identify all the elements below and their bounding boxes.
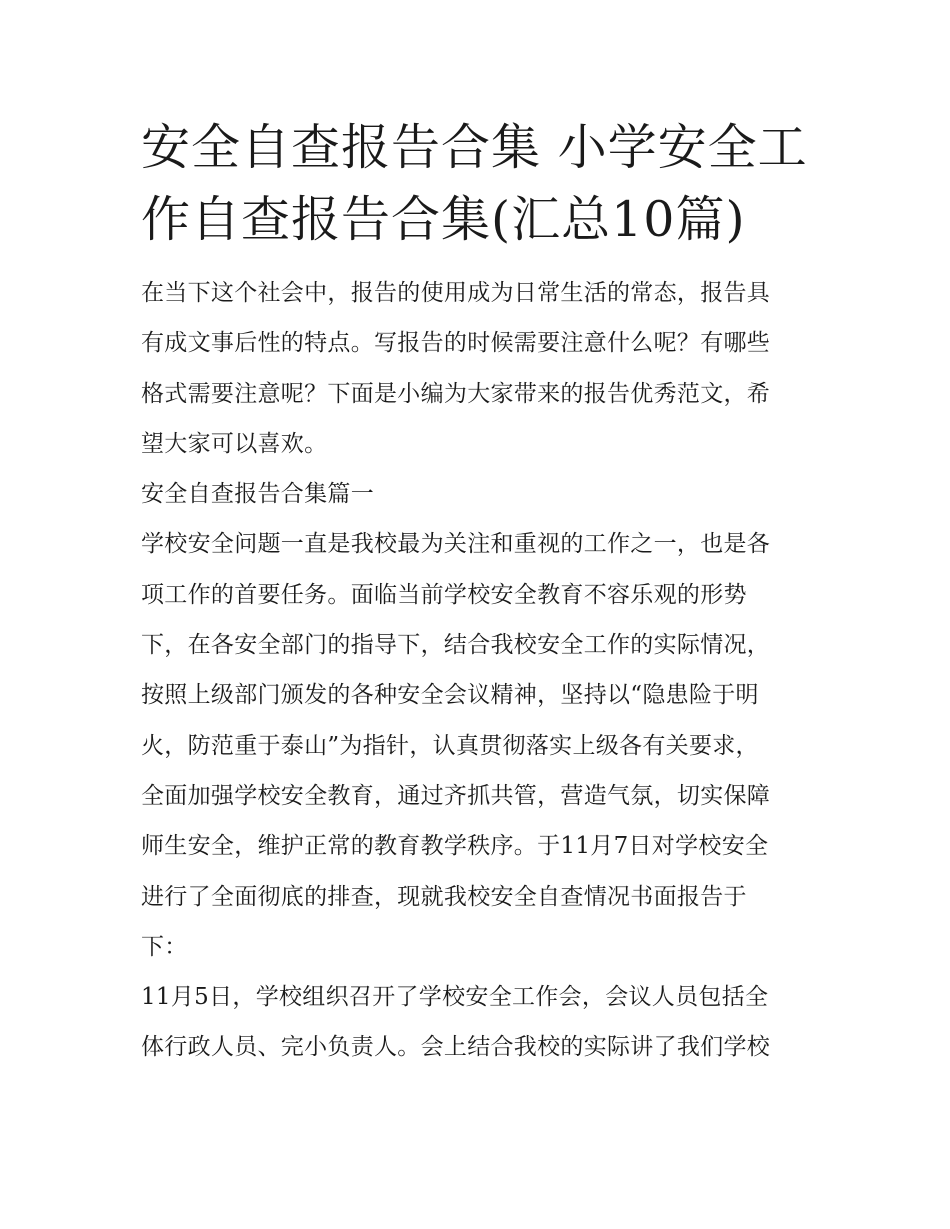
body-paragraph: 学校安全问题一直是我校最为关注和重视的工作之一，也是各 项工作的首要任务。面临当前学校安全教育不容乐观的形势 下，在各安全部门的指导下，结合我校安全工作的实际情况， 按照上级部门颁发的各种安全会议精神，坚持以“隐患险于明 火，防范重于泰山”为指针，认真贯彻落实上级各有关要求， 全面加强学校安全教育，通过齐抓共管，营造气氛，切实保障 师生安全，维护正常的教育教学秩序。于11月7日对学校安全 进行了全面彻底的排查，现就我校安全自查情况书面报告于 下： — [141, 531, 771, 960]
body-paragraph: 11月5日，学校组织召开了学校安全工作会，会议人员包括全 体行政人员、完小负责人。会上结合我校的实际讲了我们学校 — [141, 984, 771, 1061]
document-page — [141, 112, 813, 1073]
section-heading: 安全自查报告合集篇一 — [141, 481, 374, 508]
document-title: 安全自查报告合集 小学安全工 作自查报告合集(汇总10篇) — [141, 119, 808, 248]
intro-paragraph: 在当下这个社会中，报告的使用成为日常生活的常态，报告具 有成文事后性的特点。写报告的时候需要注意什么呢？有哪些 格式需要注意呢？下面是小编为大家带来的报告优秀范文，希 望大家可以喜欢。 — [141, 280, 771, 457]
